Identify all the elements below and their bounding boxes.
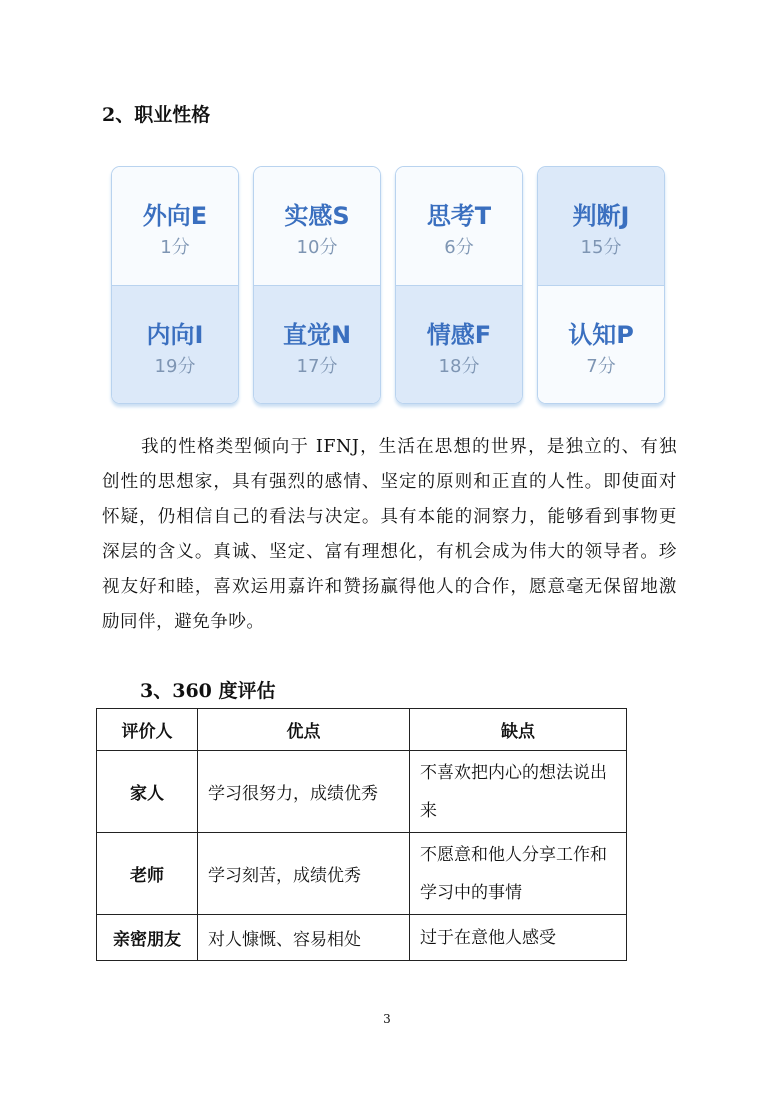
mbti-card-extraversion: [112, 167, 238, 285]
mbti-card-thinking: [396, 167, 522, 285]
trait-score: 17分: [296, 356, 338, 377]
trait-label: 认知P: [568, 321, 634, 349]
mbti-column-jp: [537, 166, 665, 404]
table-row: [97, 833, 627, 915]
trait-label: 判断J: [572, 202, 630, 230]
section-heading-360-evaluation: 3、360 度评估: [140, 680, 276, 702]
header-strengths: 优点: [198, 709, 410, 751]
trait-label: 思考T: [426, 202, 492, 230]
trait-label: 情感F: [426, 321, 492, 349]
evaluator-cell: 亲密朋友: [97, 915, 198, 961]
page-number: 3: [383, 1012, 391, 1026]
mbti-card-perceiving: [538, 286, 664, 404]
mbti-column-ei: [111, 166, 239, 404]
evaluator-cell: 老师: [97, 833, 198, 915]
mbti-column-tf: [395, 166, 523, 404]
strengths-cell: 学习很努力，成绩优秀: [198, 751, 410, 833]
mbti-card-feeling: [396, 286, 522, 404]
header-evaluator: 评价人: [97, 709, 198, 751]
evaluator-cell: 家人: [97, 751, 198, 833]
table-row: [97, 915, 627, 961]
trait-label: 外向E: [142, 202, 208, 230]
trait-label: 内向I: [146, 321, 204, 349]
trait-score: 19分: [154, 356, 196, 377]
header-weaknesses: 缺点: [410, 709, 627, 751]
strengths-cell: 对人慷慨、容易相处: [198, 915, 410, 961]
mbti-card-judging: [538, 167, 664, 285]
weaknesses-cell: 不愿意和他人分享工作和学习中的事情: [410, 833, 627, 915]
mbti-card-intuition: [254, 286, 380, 404]
trait-score: 10分: [296, 237, 338, 258]
mbti-score-panel: [103, 160, 673, 412]
personality-description: 我的性格类型倾向于 IFNJ，生活在思想的世界，是独立的、有独创性的思想家，具有强烈的感情、坚定的原则和正直的人性。即使面对怀疑，仍相信自己的看法与决定。具有本能的洞察力，能够看到事物更深层的含义。真诚、坚定、富有理想化，有机会成为伟大的领导者。珍视友好和睦，喜欢运用嘉许和赞扬赢得他人的合作，愿意毫无保留地激励同伴，避免争吵。: [102, 437, 677, 632]
weaknesses-cell: 过于在意他人感受: [410, 915, 627, 961]
mbti-card-introversion: [112, 286, 238, 404]
evaluation-table: [96, 708, 627, 961]
trait-score: 7分: [586, 356, 616, 377]
trait-score: 18分: [438, 356, 480, 377]
table-row: [97, 751, 627, 833]
trait-score: 6分: [444, 237, 474, 258]
trait-label: 实感S: [284, 202, 350, 230]
table-header-row: [97, 709, 627, 751]
mbti-column-sn: [253, 166, 381, 404]
weaknesses-cell: 不喜欢把内心的想法说出来: [410, 751, 627, 833]
trait-score: 15分: [580, 237, 622, 258]
section-heading-career-personality: 2、职业性格: [102, 104, 211, 126]
mbti-card-sensing: [254, 167, 380, 285]
trait-label: 直觉N: [282, 321, 352, 349]
strengths-cell: 学习刻苦，成绩优秀: [198, 833, 410, 915]
trait-score: 1分: [160, 237, 190, 258]
